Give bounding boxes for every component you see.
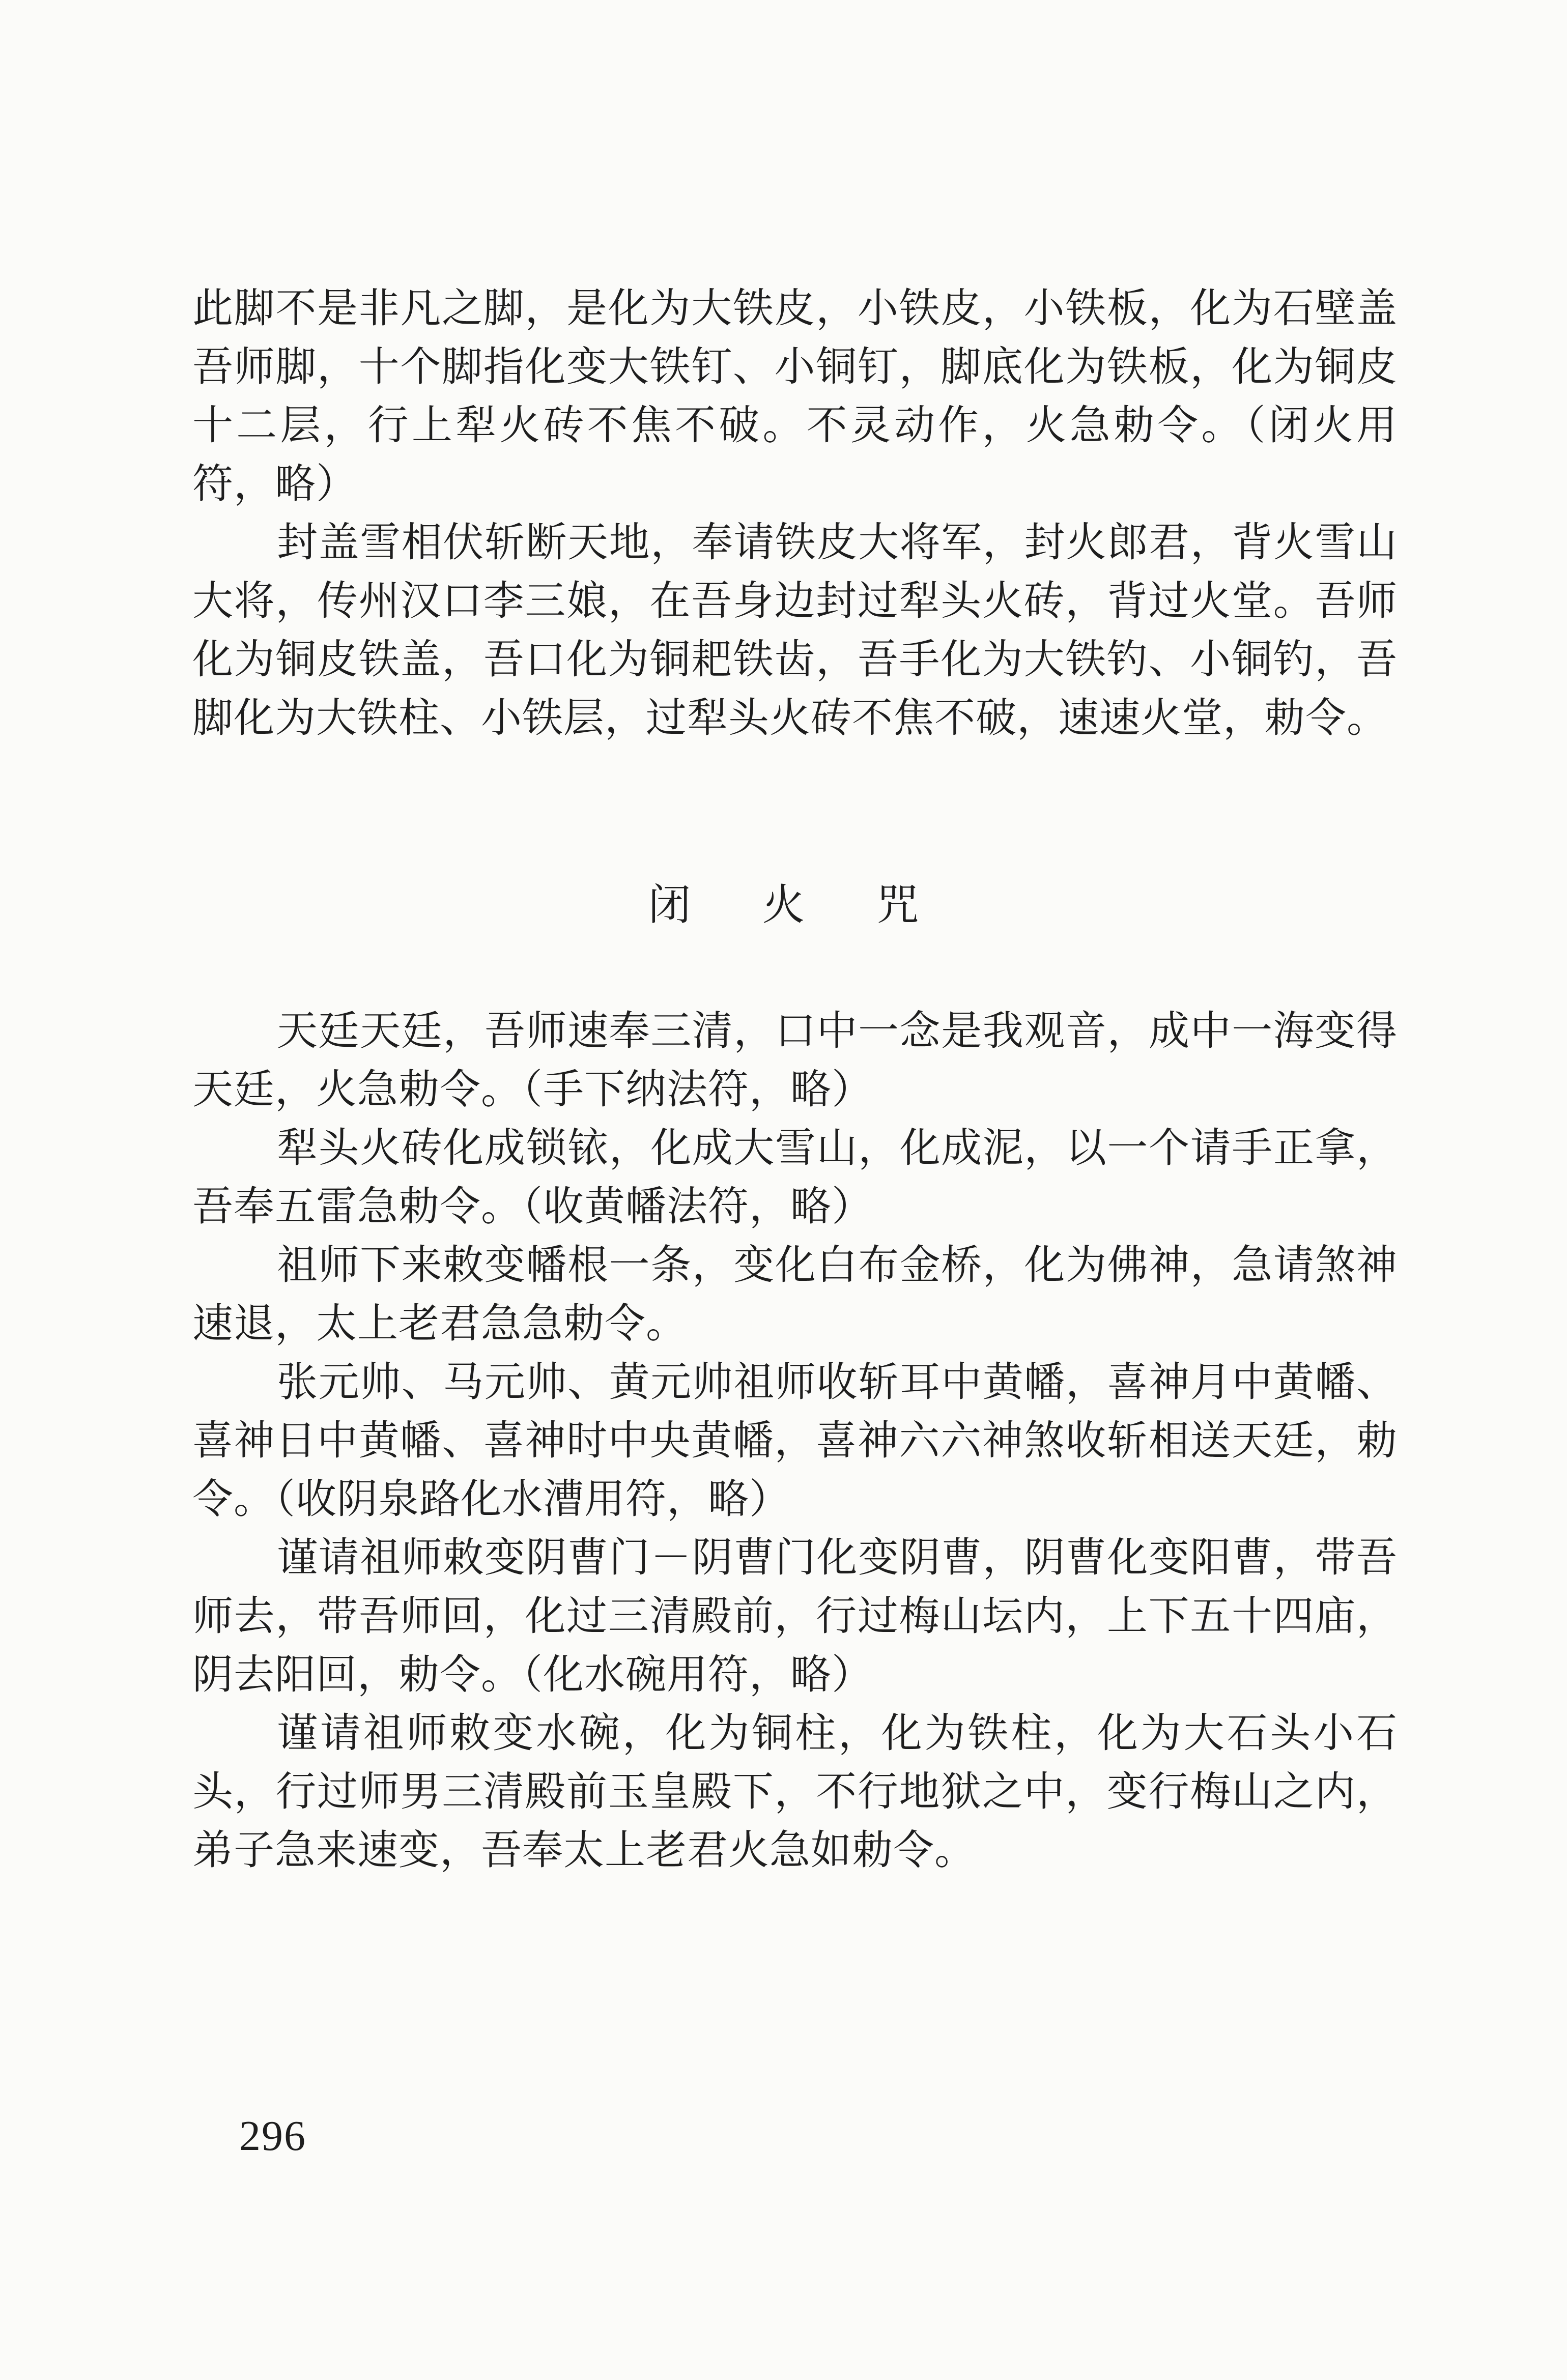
- page-number: 296: [239, 2112, 306, 2160]
- paragraph-iron-feet: 此脚不是非凡之脚，是化为大铁皮，小铁皮，小铁板，化为石壁盖吾师脚，十个脚指化变大铁钉、小铜钉，脚底化为铁板，化为铜皮十二层，行上犁火砖不焦不破。不灵动作，火急勅令。（闭火用符，略）: [192, 284, 1398, 507]
- paragraph-water-bowl: 谨请祖师敕变水碗，化为铜柱，化为铁柱，化为大石头小石头，行过师男三清殿前玉皇殿下，不行地狱之中，变行梅山之内，弟子急来速变，吾奉太上老君火急如勅令。: [192, 1709, 1398, 1874]
- paragraph-tianting: 天廷天廷，吾师速奉三清，口中一念是我观音，成中一海变得天廷，火急勅令。（手下纳法符，略）: [192, 1007, 1398, 1113]
- top-text-section: [192, 279, 1398, 747]
- paragraph-yin-cao-gate: 谨请祖师敕变阴曹门－阴曹门化变阴曹，阴曹化变阳曹，带吾师去，带吾师回，化过三清殿前，行过梅山坛内，上下五十四庙，阴去阳回，勅令。（化水碗用符，略）: [192, 1534, 1398, 1698]
- paragraph-banner-root: 祖师下来敕变幡根一条，变化白布金桥，化为佛神，急请煞神速退，太上老君急急勅令。: [192, 1241, 1398, 1347]
- section-title: 闭火咒: [648, 880, 990, 930]
- paragraph-three-marshals: 张元帅、马元帅、黄元帅祖师收斩耳中黄幡，喜神月中黄幡、喜神日中黄幡、喜神时中央黄幡，喜神六六神煞收斩相送天廷，勅令。（收阴泉路化水漕用符，略）: [192, 1358, 1398, 1523]
- paragraph-seal-fire: 封盖雪相伏斩断天地，奉请铁皮大将军，封火郎君，背火雪山大将，传州汉口李三娘，在吾身边封过犁头火砖，背过火堂。吾师化为铜皮铁盖，吾口化为铜耙铁齿，吾手化为大铁钓、小铜钓，吾脚化为大铁柱、小铁层，过犁头火砖不焦不破，速速火堂，勅令。: [192, 519, 1398, 741]
- bottom-text-section: [192, 1001, 1398, 1879]
- paragraph-plow-brick: 犁头火砖化成锁铱，化成大雪山，化成泥，以一个请手正拿，吾奉五雷急勅令。（收黄幡法符，略）: [192, 1124, 1398, 1230]
